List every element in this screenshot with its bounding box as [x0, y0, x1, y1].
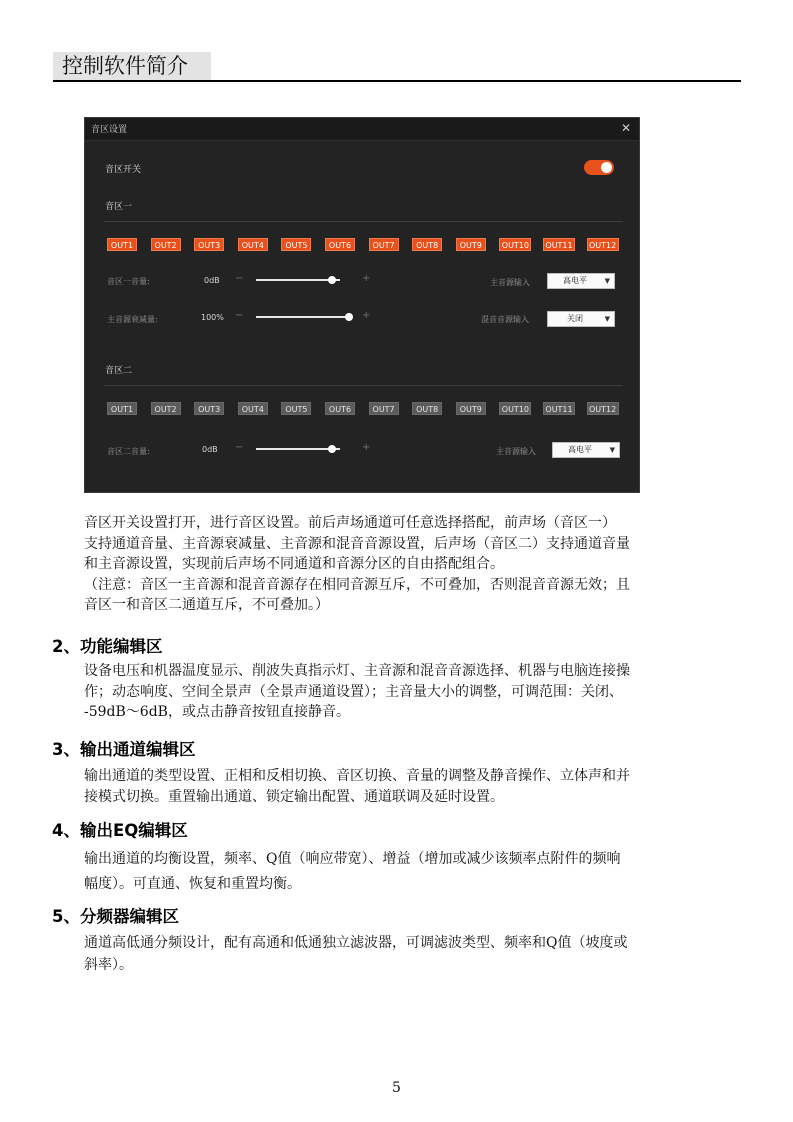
zone2-volume-plus-icon[interactable]: + — [362, 442, 371, 453]
chevron-down-icon: ▼ — [609, 446, 615, 454]
attenuation-label: 主音源衰减量: — [107, 315, 158, 324]
chevron-down-icon: ▼ — [604, 315, 610, 323]
zone2-volume-minus-icon[interactable]: − — [235, 442, 244, 453]
attenuation-plus-icon[interactable]: + — [362, 310, 371, 321]
zone2-volume-thumb[interactable] — [328, 445, 336, 453]
output-button-out3[interactable]: OUT3 — [194, 238, 224, 251]
zone1-divider — [104, 221, 623, 222]
zone1-main-source-label: 主音源输入 — [490, 278, 530, 287]
section-line: 输出通道的均衡设置，频率、Q值（响应带宽）、增益（增加或减少该频率点附件的频响 — [84, 851, 621, 867]
zone1-volume-thumb[interactable] — [328, 276, 336, 284]
output-button-out12[interactable]: OUT12 — [587, 238, 619, 251]
zone2-divider — [104, 385, 623, 386]
output-button-out5[interactable]: OUT5 — [281, 238, 311, 251]
page-header — [53, 52, 741, 82]
output-button-out11[interactable]: OUT11 — [543, 402, 575, 415]
attenuation-minus-icon[interactable]: − — [235, 310, 244, 321]
zone1-volume-label: 音区一音量: — [107, 277, 150, 286]
output-button-out7[interactable]: OUT7 — [369, 238, 399, 251]
zone1-title: 音区一 — [105, 202, 133, 212]
zone-settings-dialog — [84, 117, 640, 493]
output-button-out10[interactable]: OUT10 — [499, 238, 531, 251]
zone2-main-source-label: 主音源输入 — [496, 447, 536, 456]
intro-line: 和主音源设置，实现前后声场不同通道和音源分区的自由搭配组合。 — [84, 556, 504, 572]
section-line: 通道高低通分频设计，配有高通和低通独立滤波器，可调滤波类型、频率和Q值（坡度或 — [84, 935, 628, 951]
chevron-down-icon: ▼ — [604, 277, 610, 285]
zone1-volume-plus-icon[interactable]: + — [362, 273, 371, 284]
section-body — [84, 847, 749, 897]
zone1-main-source-select[interactable] — [547, 273, 615, 289]
output-button-out4[interactable]: OUT4 — [238, 238, 268, 251]
output-button-out10[interactable]: OUT10 — [499, 402, 531, 415]
output-button-out1[interactable]: OUT1 — [107, 238, 137, 251]
dialog-title: 音区设置 — [91, 125, 128, 135]
output-button-out6[interactable]: OUT6 — [325, 402, 355, 415]
attenuation-track[interactable] — [256, 316, 349, 318]
dialog-titlebar — [85, 118, 639, 141]
attenuation-thumb[interactable] — [345, 313, 353, 321]
mix-source-select[interactable] — [547, 311, 615, 327]
section-body — [84, 766, 749, 807]
intro-paragraph — [84, 513, 749, 616]
zone1-volume-minus-icon[interactable]: − — [235, 273, 244, 284]
close-icon[interactable]: ✕ — [620, 121, 631, 135]
section-heading: 3、输出通道编辑区 — [52, 740, 196, 759]
output-button-out5[interactable]: OUT5 — [281, 402, 311, 415]
output-button-out1[interactable]: OUT1 — [107, 402, 137, 415]
attenuation-value: 100% — [201, 313, 224, 322]
output-button-out9[interactable]: OUT9 — [456, 402, 486, 415]
section-body — [84, 932, 749, 976]
zone2-volume-label: 音区二音量: — [107, 447, 150, 456]
output-button-out4[interactable]: OUT4 — [238, 402, 268, 415]
output-button-out11[interactable]: OUT11 — [543, 238, 575, 251]
section-line: 设备电压和机器温度显示、削波失真指示灯、主音源和混音音源选择、机器与电脑连接操 — [84, 663, 630, 679]
output-button-out3[interactable]: OUT3 — [194, 402, 224, 415]
intro-line: 支持通道音量、主音源衰减量、主音源和混音音源设置，后声场（音区二）支持通道音量 — [84, 535, 630, 552]
zone-switch-toggle[interactable] — [584, 160, 614, 175]
intro-line: 音区一和音区二通道互斥，不可叠加。） — [84, 597, 329, 613]
section-heading: 4、输出EQ编辑区 — [52, 821, 188, 840]
zone1-main-source-value: 高电平 — [563, 276, 587, 285]
toggle-knob — [601, 162, 612, 173]
output-button-out9[interactable]: OUT9 — [456, 238, 486, 251]
header-rule — [53, 80, 741, 82]
zone1-volume-value: 0dB — [204, 276, 220, 285]
intro-line: （注意：音区一主音源和混音音源存在相同音源互斥，不可叠加，否则混音音源无效；且 — [84, 576, 630, 593]
page-number: 5 — [392, 1080, 401, 1096]
output-button-out8[interactable]: OUT8 — [412, 238, 442, 251]
output-button-out7[interactable]: OUT7 — [369, 402, 399, 415]
mix-source-label: 混音音源输入 — [481, 315, 529, 324]
section-line: -59dB～6dB，或点击静音按钮直接静音。 — [84, 704, 350, 720]
section-line: 输出通道的类型设置、正相和反相切换、音区切换、音量的调整及静音操作、立体声和并 — [84, 768, 630, 784]
zone2-main-source-select[interactable] — [552, 442, 620, 458]
section-line: 作；动态响度、空间全景声（全景声通道设置）；主音量大小的调整，可调范围：关闭、 — [84, 683, 623, 700]
output-button-out2[interactable]: OUT2 — [151, 238, 181, 251]
zone2-title: 音区二 — [105, 366, 133, 376]
output-button-out8[interactable]: OUT8 — [412, 402, 442, 415]
mix-source-value: 关闭 — [567, 314, 583, 323]
page-title: 控制软件简介 — [62, 54, 188, 78]
zone2-volume-value: 0dB — [202, 445, 218, 454]
output-button-out6[interactable]: OUT6 — [325, 238, 355, 251]
section-line: 斜率）。 — [84, 957, 133, 973]
section-line: 幅度）。可直通、恢复和重置均衡。 — [84, 876, 301, 892]
section-heading: 2、功能编辑区 — [52, 637, 163, 656]
output-button-out12[interactable]: OUT12 — [587, 402, 619, 415]
section-body — [84, 661, 749, 723]
section-heading: 5、分频器编辑区 — [52, 907, 179, 926]
section-line: 接模式切换。重置输出通道、锁定输出配置、通道联调及延时设置。 — [84, 788, 504, 805]
zone2-main-source-value: 高电平 — [568, 445, 592, 454]
intro-line: 音区开关设置打开，进行音区设置。前后声场通道可任意选择搭配，前声场（音区一） — [84, 515, 616, 531]
zone-switch-label: 音区开关 — [105, 165, 142, 175]
output-button-out2[interactable]: OUT2 — [151, 402, 181, 415]
